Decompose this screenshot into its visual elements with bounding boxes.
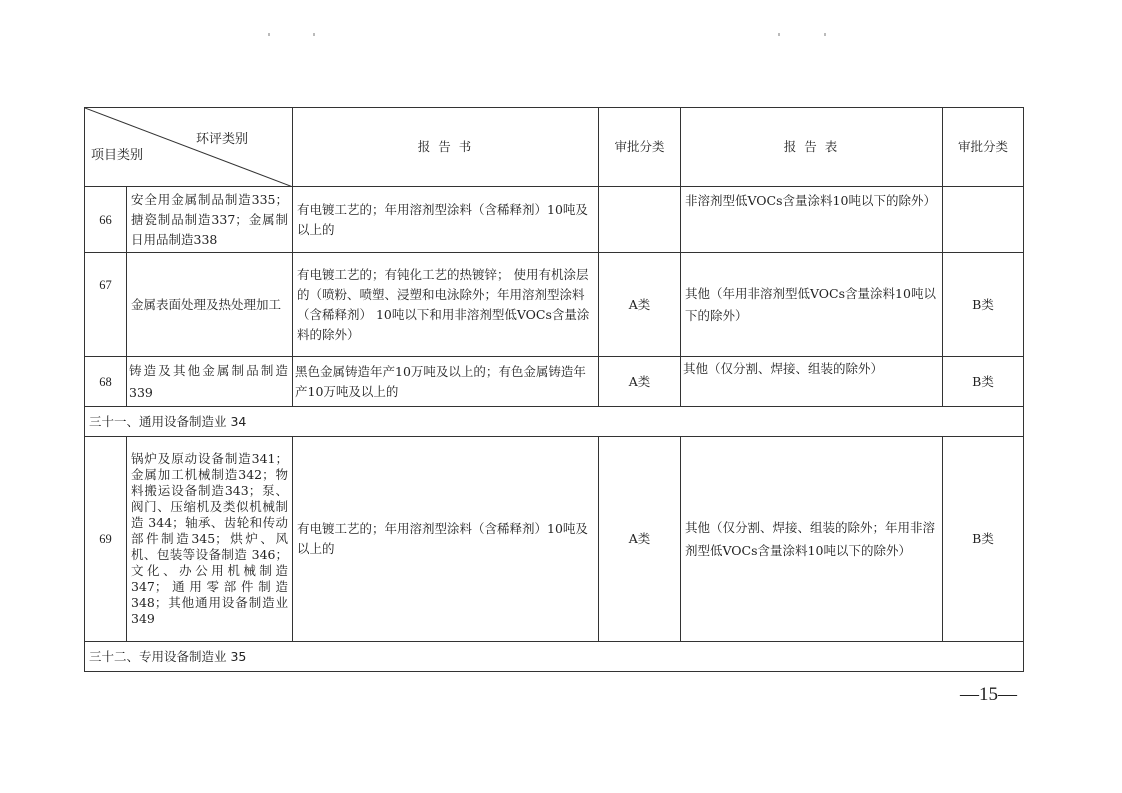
- project-category: 铸造及其他金属制品制造339: [127, 357, 293, 407]
- scan-speck: [268, 33, 270, 36]
- row-number: 66: [85, 187, 127, 253]
- table-row: [85, 187, 1024, 253]
- report-book-criteria: 有电镀工艺的；年用溶剂型涂料（含稀释剂）10吨及以上的: [293, 187, 599, 253]
- approval-class-2: B类: [943, 357, 1024, 407]
- project-category: 金属表面处理及热处理加工: [127, 253, 293, 357]
- approval-class-2: B类: [943, 253, 1024, 357]
- report-form-criteria: 其他（仅分割、焊接、组装的除外）: [681, 357, 943, 407]
- col-approval-2: 审批分类: [943, 108, 1024, 187]
- col-report-form: 报 告 表: [681, 108, 943, 187]
- table-row: [85, 437, 1024, 642]
- section-row: [85, 407, 1024, 437]
- report-form-criteria: 其他（年用非溶剂型低VOCs含量涂料10吨以下的除外）: [681, 253, 943, 357]
- row-number: 67: [85, 253, 127, 357]
- project-category-label: 项目类别: [91, 148, 144, 163]
- approval-class-2: B类: [943, 437, 1024, 642]
- section-heading-32: 三十二、专用设备制造业 35: [85, 642, 1024, 672]
- report-form-criteria: 其他（仅分割、焊接、组装的除外；年用非溶剂型低VOCs含量涂料10吨以下的除外）: [681, 437, 943, 642]
- approval-class-2: [943, 187, 1024, 253]
- section-heading-31: 三十一、通用设备制造业 34: [85, 407, 1024, 437]
- eia-classification-table: [84, 107, 1024, 672]
- report-book-criteria: 有电镀工艺的；有钝化工艺的热镀锌； 使用有机涂层的（喷粉、喷塑、浸塑和电泳除外；年用溶剂型涂料（含稀释剂） 10吨以下和用非溶剂型低VOCs含量涂料的除外）: [293, 253, 599, 357]
- approval-class-1: [599, 187, 681, 253]
- project-category: 安全用金属制品制造335；搪瓷制品制造337；金属制日用品制造338: [127, 187, 293, 253]
- scan-speck: [824, 33, 826, 36]
- approval-class-1: A类: [599, 253, 681, 357]
- report-book-criteria: 黑色金属铸造年产10万吨及以上的；有色金属铸造年产10万吨及以上的: [293, 357, 599, 407]
- row-number: 69: [85, 437, 127, 642]
- table-row: [85, 357, 1024, 407]
- approval-class-1: A类: [599, 437, 681, 642]
- approval-class-1: A类: [599, 357, 681, 407]
- project-category: 锅炉及原动设备制造341；金属加工机械制造342；物料搬运设备制造343；泵、阀门、压缩机及类似机械制造 344；轴承、齿轮和传动部件制造345；烘炉、风机、包装等设备制造 346；文化、办公用机械制造347；通用零部件制造348；其他通用设备制造业 349: [127, 437, 293, 642]
- table-row: [85, 253, 1024, 357]
- diagonal-header-cell: [85, 108, 293, 187]
- page-number: —15—: [960, 684, 1017, 705]
- env-category-label: 环评类别: [195, 132, 248, 147]
- section-row: [85, 642, 1024, 672]
- table-header-row: [85, 108, 1024, 187]
- row-number: 68: [85, 357, 127, 407]
- col-approval-1: 审批分类: [599, 108, 681, 187]
- report-book-criteria: 有电镀工艺的；年用溶剂型涂料（含稀释剂）10吨及以上的: [293, 437, 599, 642]
- report-form-criteria: 非溶剂型低VOCs含量涂料10吨以下的除外）: [681, 187, 943, 253]
- scan-speck: [778, 33, 780, 36]
- col-report-book: 报 告 书: [293, 108, 599, 187]
- scan-speck: [313, 33, 315, 36]
